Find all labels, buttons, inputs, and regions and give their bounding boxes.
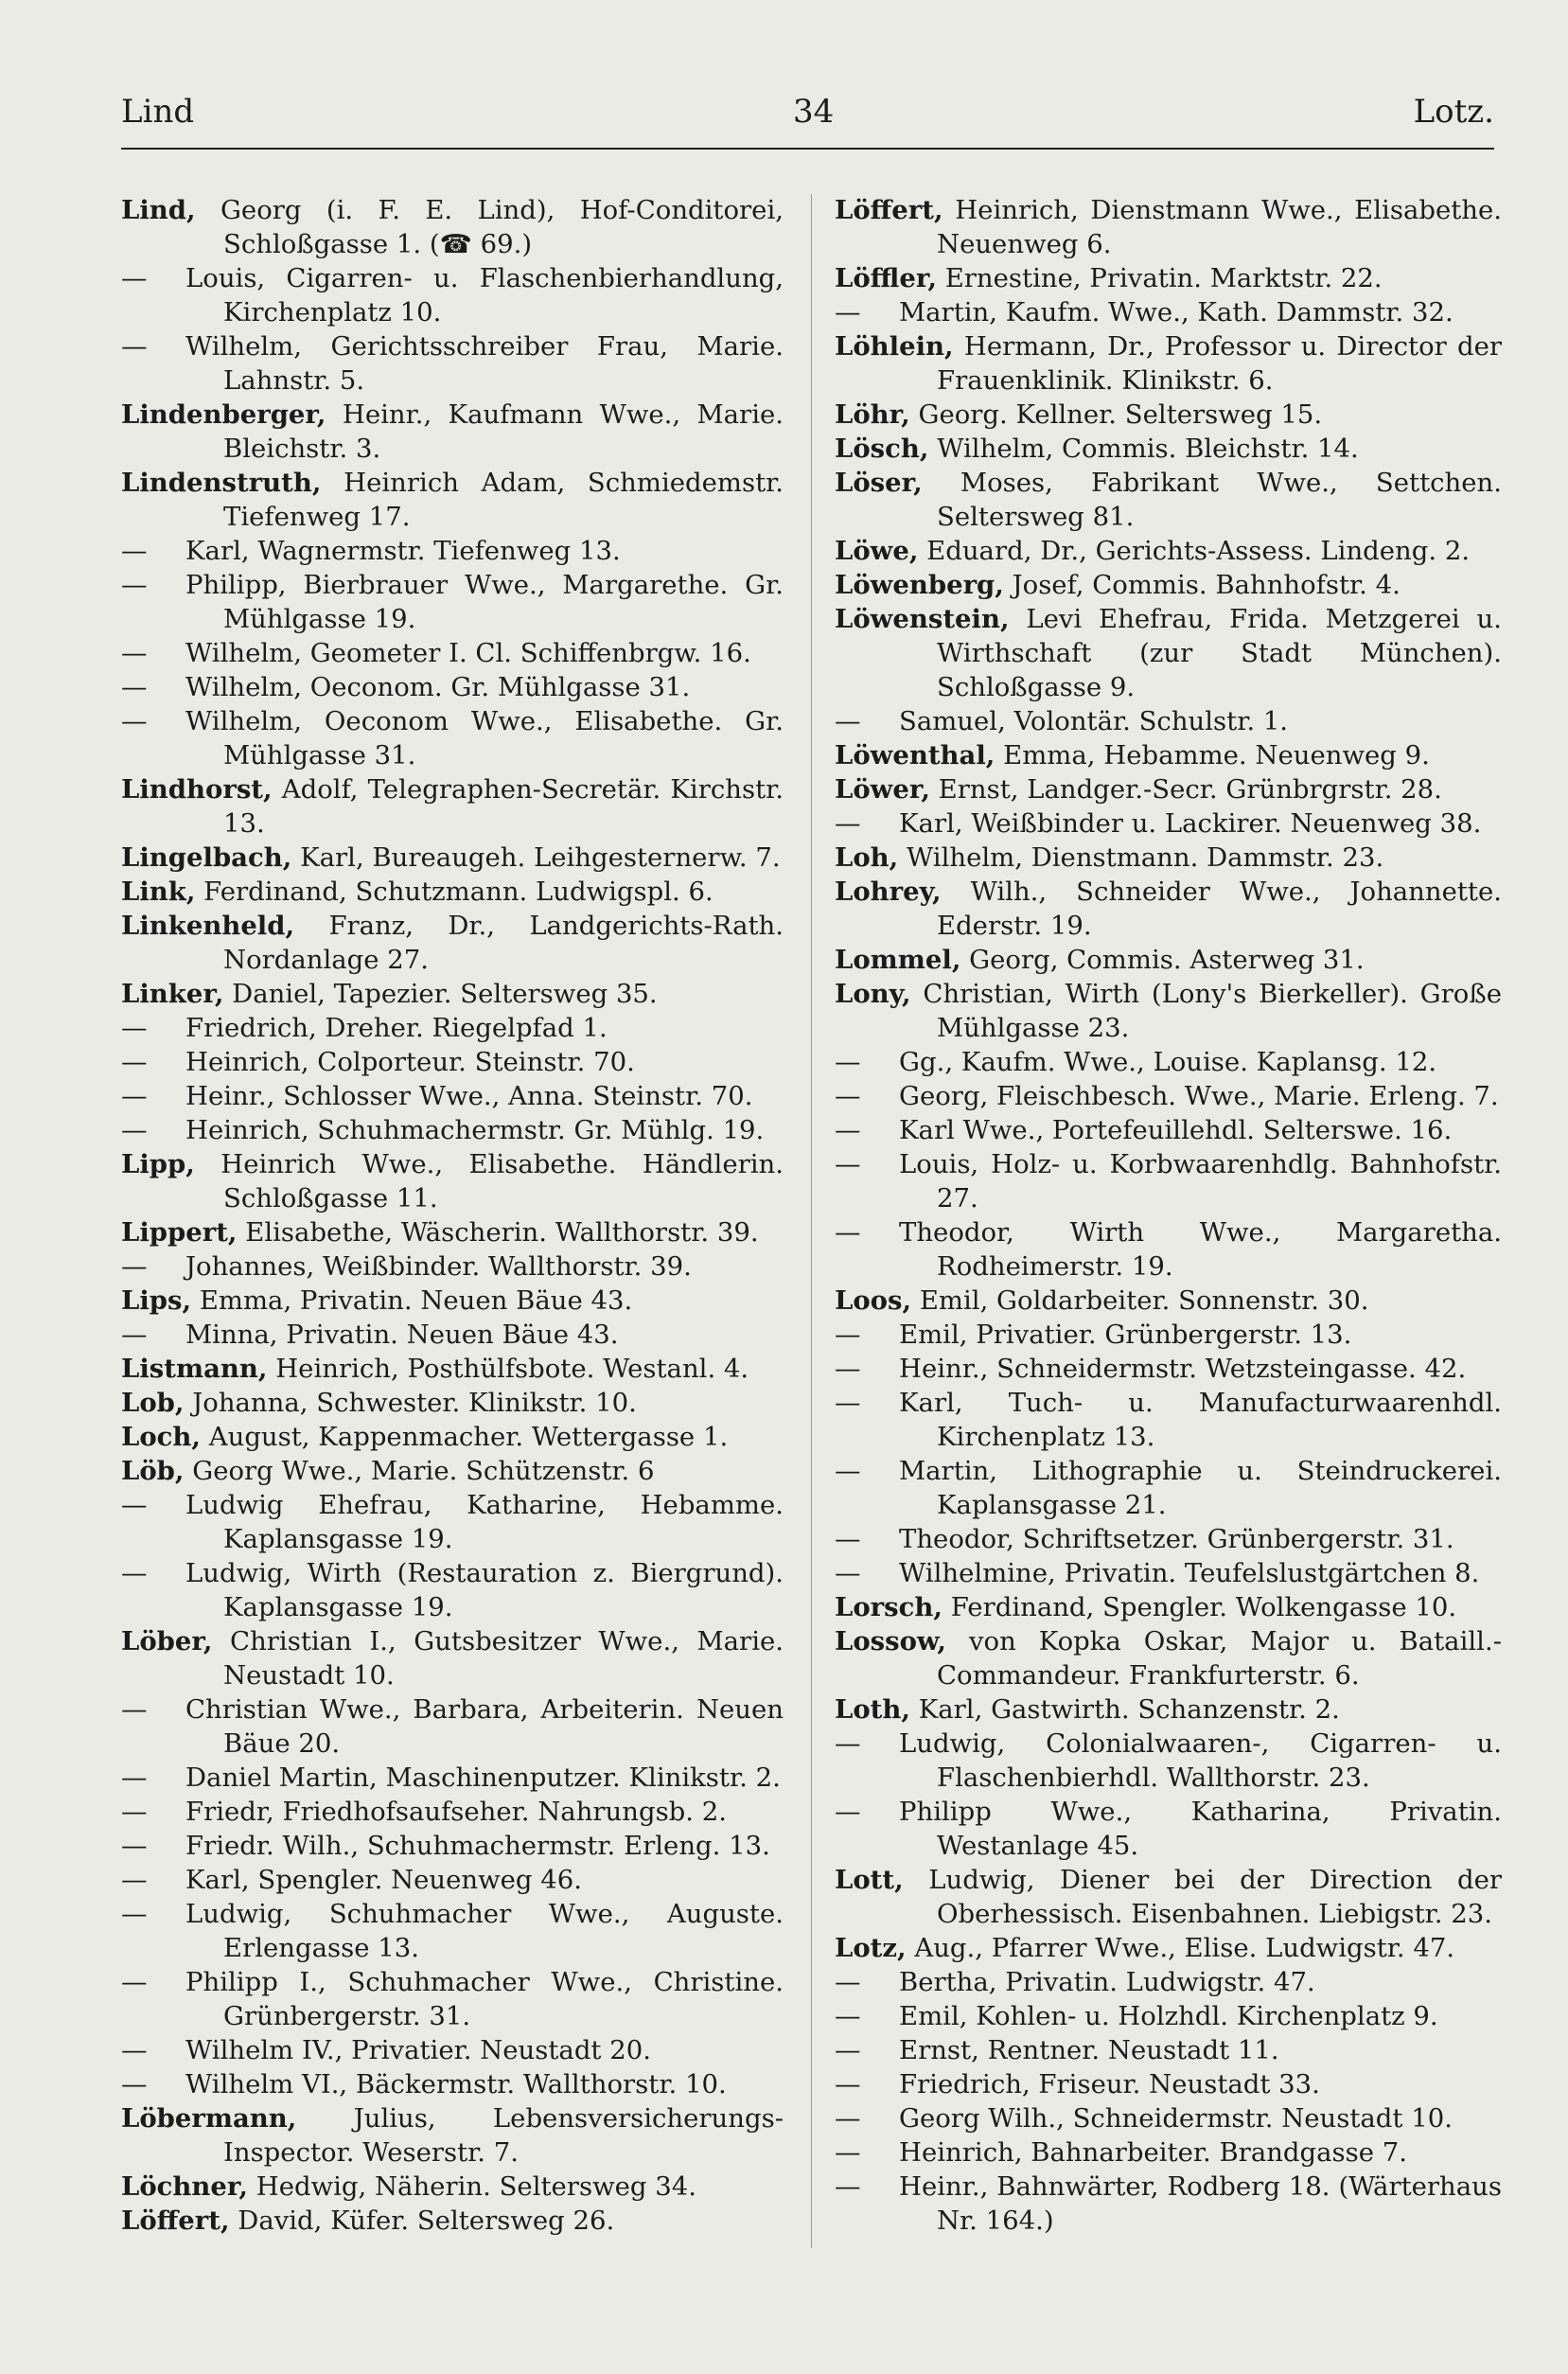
entry-details: Heinr., Schneidermstr. Wetzsteingasse. 42. (899, 1354, 1467, 1384)
entry-details: August, Kappenmacher. Wettergasse 1. (208, 1422, 729, 1452)
entry-surname: Löffert, (121, 2206, 230, 2236)
directory-entry (835, 295, 1502, 329)
directory-entry (835, 1454, 1502, 1522)
directory-entry (121, 1897, 784, 1965)
directory-entry (121, 1863, 784, 1897)
entry-surname: Loh, (835, 842, 899, 873)
directory-entry (121, 1079, 784, 1113)
directory-entry (835, 2067, 1502, 2101)
ditto-dash: — (835, 2103, 861, 2134)
directory-entry (835, 1795, 1502, 1863)
ditto-dash: — (121, 1694, 148, 1725)
ditto-dash: — (121, 706, 148, 736)
ditto-dash: — (835, 2069, 861, 2099)
ditto-dash: — (121, 1115, 148, 1145)
entry-surname: Löchner, (121, 2171, 248, 2202)
entry-details: Ludwig, Schuhmacher Wwe., Auguste. Erlengasse 13. (185, 1899, 784, 1963)
entry-details: Gg., Kaufm. Wwe., Louise. Kaplansg. 12. (899, 1047, 1437, 1077)
entry-details: Heinrich, Dienstmann Wwe., Elisabethe. Neuenweg 6. (937, 195, 1503, 259)
ditto-dash: — (121, 1320, 148, 1350)
directory-entry (835, 943, 1502, 977)
directory-entry (121, 1352, 784, 1386)
ditto-dash: — (835, 1115, 861, 1145)
entry-details: Theodor, Wirth Wwe., Margaretha. Rodheimerstr. 19. (899, 1217, 1502, 1282)
entry-surname: Lipp, (121, 1149, 195, 1179)
entry-surname: Löb, (121, 1456, 185, 1486)
entry-details: Ludwig, Diener bei der Direction der Oberhessisch. Eisenbahnen. Liebigstr. 23. (928, 1865, 1502, 1929)
ditto-dash: — (835, 297, 861, 328)
entry-surname: Löffler, (835, 263, 937, 293)
entry-details: Elisabethe, Wäscherin. Wallthorstr. 39. (245, 1217, 759, 1248)
ditto-dash: — (121, 263, 148, 293)
directory-entry (121, 2067, 784, 2101)
directory-entry (121, 1318, 784, 1352)
entry-details: Heinrich, Posthülfsbote. Westanl. 4. (275, 1354, 749, 1384)
ditto-dash: — (835, 2137, 861, 2168)
ditto-dash: — (835, 2001, 861, 2031)
ditto-dash: — (121, 331, 148, 362)
directory-entry (835, 398, 1502, 432)
entry-details: Heinr., Schlosser Wwe., Anna. Steinstr. 70. (185, 1081, 753, 1111)
ditto-dash: — (835, 1388, 861, 1418)
directory-entry (835, 1284, 1502, 1318)
entry-details: Ludwig Ehefrau, Katharine, Hebamme. Kaplansgasse 19. (185, 1490, 784, 1554)
entry-surname: Loos, (835, 1285, 912, 1316)
entry-details: Levi Ehefrau, Frida. Metzgerei u. Wirthschaft (zur Stadt München). Schloßgasse 9. (937, 604, 1502, 702)
directory-entry (121, 1147, 784, 1215)
directory-entry (835, 1727, 1502, 1795)
entry-surname: Lony, (835, 979, 911, 1009)
entry-details: Franz, Dr., Landgerichts-Rath. Nordanlage 27. (223, 911, 784, 975)
ditto-dash: — (835, 1524, 861, 1554)
entry-details: Ludwig, Wirth (Restauration z. Biergrund). Kaplansgasse 19. (185, 1558, 784, 1622)
directory-entry (835, 1352, 1502, 1386)
entry-details: Ludwig, Colonialwaaren-, Cigarren- u. Flaschenbierhdl. Wallthorstr. 23. (899, 1728, 1502, 1793)
entry-details: Heinrich Adam, Schmiedemstr. Tiefenweg 17. (223, 468, 784, 532)
entry-surname: Lohrey, (835, 877, 942, 907)
entry-surname: Löwe, (835, 536, 919, 566)
page-number: 34 (793, 93, 835, 131)
directory-entry (835, 534, 1502, 568)
directory-entry (835, 1931, 1502, 1965)
directory-entry (835, 1147, 1502, 1215)
left-column (121, 193, 784, 2238)
directory-entry (835, 466, 1502, 534)
entry-details: Friedrich, Friseur. Neustadt 33. (899, 2069, 1320, 2099)
entry-details: Georg, Fleischbesch. Wwe., Marie. Erleng. 7. (899, 1081, 1499, 1111)
entry-details: Ferdinand, Spengler. Wolkengasse 10. (950, 1592, 1457, 1622)
entry-details: Wilhelmine, Privatin. Teufelslustgärtchen 8. (899, 1558, 1480, 1588)
entry-details: Christian Wwe., Barbara, Arbeiterin. Neuen Bäue 20. (185, 1694, 784, 1759)
ditto-dash: — (835, 1149, 861, 1179)
entry-details: Heinr., Kaufmann Wwe., Marie. Bleichstr. 3. (223, 399, 784, 464)
directory-entry (121, 704, 784, 772)
directory-entry (835, 2170, 1502, 2238)
entry-surname: Loch, (121, 1422, 201, 1452)
ditto-dash: — (835, 808, 861, 839)
ditto-dash: — (835, 1728, 861, 1759)
ditto-dash: — (835, 1217, 861, 1248)
header-rule (121, 148, 1494, 150)
entry-details: Georg Wwe., Marie. Schützenstr. 6 (192, 1456, 655, 1486)
entry-details: Friedr, Friedhofsaufseher. Nahrungsb. 2. (185, 1797, 728, 1827)
entry-details: Christian, Wirth (Lony's Bierkeller). Große Mühlgasse 23. (923, 979, 1502, 1043)
ditto-dash: — (835, 2035, 861, 2065)
directory-entry (121, 193, 784, 261)
entry-details: Friedrich, Dreher. Riegelpfad 1. (185, 1013, 608, 1043)
directory-entry (835, 1079, 1502, 1113)
directory-entry (121, 1113, 784, 1147)
ditto-dash: — (835, 1797, 861, 1827)
directory-entry (121, 977, 784, 1011)
entry-details: Martin, Lithographie u. Steindruckerei. Kaplansgasse 21. (899, 1456, 1502, 1520)
ditto-dash: — (835, 1967, 861, 1997)
directory-entry (835, 1215, 1502, 1284)
directory-entry (835, 1045, 1502, 1079)
entry-details: Karl, Tuch- u. Manufacturwaarenhdl. Kirchenplatz 13. (899, 1388, 1502, 1452)
directory-entry (835, 602, 1502, 704)
ditto-dash: — (835, 2171, 861, 2202)
entry-details: Wilhelm, Gerichtsschreiber Frau, Marie. Lahnstr. 5. (185, 331, 784, 396)
entry-surname: Lott, (835, 1865, 904, 1895)
directory-entry (835, 738, 1502, 772)
directory-entry (835, 1999, 1502, 2033)
entry-details: Emil, Privatier. Grünbergerstr. 13. (899, 1320, 1352, 1350)
entry-surname: Link, (121, 877, 196, 907)
directory-entry (835, 841, 1502, 875)
entry-details: Wilhelm, Commis. Bleichstr. 14. (937, 434, 1359, 464)
entry-details: von Kopka Oskar, Major u. Bataill.-Commandeur. Frankfurterstr. 6. (937, 1626, 1502, 1691)
entry-surname: Listmann, (121, 1354, 268, 1384)
directory-entry (121, 1965, 784, 2033)
entry-details: Adolf, Telegraphen-Secretär. Kirchstr. 13. (223, 774, 784, 839)
entry-details: Karl, Spengler. Neuenweg 46. (185, 1865, 582, 1895)
ditto-dash: — (121, 1081, 148, 1111)
entry-details: Daniel, Tapezier. Seltersweg 35. (232, 979, 658, 1009)
entry-details: Aug., Pfarrer Wwe., Elise. Ludwigstr. 47. (914, 1933, 1455, 1963)
directory-entry (121, 1488, 784, 1556)
directory-entry (835, 2033, 1502, 2067)
directory-entry (835, 2101, 1502, 2135)
ditto-dash: — (121, 1251, 148, 1282)
directory-entry (835, 2135, 1502, 2170)
entry-details: Karl, Gastwirth. Schanzenstr. 2. (918, 1694, 1340, 1725)
directory-entry (835, 1113, 1502, 1147)
ditto-dash: — (835, 1456, 861, 1486)
directory-entry (835, 1624, 1502, 1692)
ditto-dash: — (121, 2035, 148, 2065)
directory-entry (121, 398, 784, 466)
directory-entry (121, 329, 784, 398)
directory-entry (121, 1249, 784, 1284)
entry-details: Heinrich, Bahnarbeiter. Brandgasse 7. (899, 2137, 1408, 2168)
directory-entry (835, 1863, 1502, 1931)
entry-details: Wilhelm, Oeconom Wwe., Elisabethe. Gr. Mühlgasse 31. (185, 706, 784, 771)
directory-entry (121, 1795, 784, 1829)
entry-surname: Löhr, (835, 399, 910, 430)
entry-details: Heinrich, Colporteur. Steinstr. 70. (185, 1047, 635, 1077)
entry-surname: Lindenberger, (121, 399, 326, 430)
entry-surname: Lösch, (835, 434, 929, 464)
entry-details: Theodor, Schriftsetzer. Grünbergerstr. 31. (899, 1524, 1454, 1554)
entry-details: Wilhelm, Geometer I. Cl. Schiffenbrgw. 16. (185, 638, 751, 668)
entry-details: Wilhelm VI., Bäckermstr. Wallthorstr. 10. (185, 2069, 727, 2099)
directory-entry (835, 772, 1502, 806)
ditto-dash: — (835, 706, 861, 736)
ditto-dash: — (121, 1899, 148, 1929)
ditto-dash: — (121, 1763, 148, 1793)
ditto-dash: — (121, 536, 148, 566)
directory-entry (121, 875, 784, 909)
entry-details: Karl, Wagnermstr. Tiefenweg 13. (185, 536, 621, 566)
directory-entry (835, 568, 1502, 602)
directory-entry (121, 1011, 784, 1045)
directory-entry (835, 261, 1502, 295)
directory-entry (121, 772, 784, 841)
entry-surname: Lob, (121, 1388, 185, 1418)
entry-surname: Lippert, (121, 1217, 238, 1248)
running-head-right: Lotz. (1413, 93, 1494, 131)
directory-entry (121, 1556, 784, 1624)
entry-details: Christian I., Gutsbesitzer Wwe., Marie. Neustadt 10. (223, 1626, 784, 1691)
entry-details: Philipp Wwe., Katharina, Privatin. Westanlage 45. (899, 1797, 1502, 1861)
ditto-dash: — (121, 1558, 148, 1588)
column-divider (811, 194, 812, 2248)
entry-details: Daniel Martin, Maschinenputzer. Klinikstr. 2. (185, 1763, 781, 1793)
entry-details: Heinrich Wwe., Elisabethe. Händlerin. Schloßgasse 11. (220, 1149, 784, 1214)
ditto-dash: — (121, 1013, 148, 1043)
directory-entry (835, 1692, 1502, 1727)
entry-details: Hedwig, Näherin. Selterswe​g 34. (255, 2171, 696, 2202)
entry-details: Johannes, Weißbinder. Wallthorstr. 39. (185, 1251, 692, 1282)
entry-surname: Lind, (121, 195, 196, 225)
entry-surname: Löwenberg, (835, 570, 1004, 600)
entry-surname: Lips, (121, 1285, 192, 1316)
directory-entry (121, 1284, 784, 1318)
entry-surname: Lindenstruth, (121, 468, 322, 498)
entry-details: Georg Wilh., Schneidermstr. Neustadt 10. (899, 2103, 1453, 2134)
entry-details: Wilh., Schneider Wwe., Johannette. Ederstr. 19. (937, 877, 1502, 941)
entry-surname: Lorsch, (835, 1592, 943, 1622)
directory-entry (835, 1965, 1502, 1999)
directory-entry (121, 534, 784, 568)
directory-entry (121, 2204, 784, 2238)
entry-details: Hermann, Dr., Professor u. Director der Frauenklinik. Klinikstr. 6. (937, 331, 1502, 396)
directory-entry (835, 1386, 1502, 1454)
entry-surname: Lingelbach, (121, 842, 292, 873)
directory-entry (835, 977, 1502, 1045)
entry-details: Ernestine, Privatin. Marktstr. 22. (944, 263, 1383, 293)
entry-details: Heinrich, Schuhmachermstr. Gr. Mühlg. 19. (185, 1115, 765, 1145)
directory-entry (121, 1829, 784, 1863)
right-column (835, 193, 1502, 2238)
directory-entry (121, 1045, 784, 1079)
entry-surname: Löhlein, (835, 331, 954, 362)
entry-details: Ferdinand, Schutzmann. Ludwigspl. 6. (203, 877, 714, 907)
entry-details: Georg (i. F. E. Lind), Hof-Conditorei, Schloßgasse 1. (☎ 69.) (220, 195, 784, 259)
directory-entry (121, 841, 784, 875)
directory-entry (121, 2101, 784, 2170)
directory-entry (835, 1318, 1502, 1352)
entry-surname: Linkenheld, (121, 911, 295, 941)
directory-entry (121, 2170, 784, 2204)
directory-entry (121, 1761, 784, 1795)
ditto-dash: — (835, 1081, 861, 1111)
ditto-dash: — (121, 1047, 148, 1077)
entry-details: Johanna, Schwester. Klinikstr. 10. (192, 1388, 637, 1418)
entry-details: Eduard, Dr., Gerichts-Assess. Lindeng. 2. (926, 536, 1471, 566)
entry-surname: Löwenthal, (835, 740, 995, 771)
entry-details: Emma, Hebamme. Neuenweg 9. (1003, 740, 1430, 771)
directory-entry (121, 261, 784, 329)
ditto-dash: — (121, 1865, 148, 1895)
entry-details: Wilhelm, Oeconom. Gr. Mühlgasse 31. (185, 672, 691, 702)
entry-details: Friedr. Wilh., Schuhmachermstr. Erleng. 13. (185, 1831, 770, 1861)
entry-surname: Löber, (121, 1626, 213, 1656)
entry-details: Ernst, Landger.-Secr. Grünbrgrstr. 28. (938, 774, 1442, 805)
ditto-dash: — (121, 1490, 148, 1520)
ditto-dash: — (121, 1797, 148, 1827)
directory-entry (121, 1624, 784, 1692)
entry-details: Julius, Lebensversicherungs-Inspector. Weserstr. 7. (223, 2103, 784, 2168)
entry-details: Samuel, Volontär. Schulstr. 1. (899, 706, 1289, 736)
ditto-dash: — (835, 1558, 861, 1588)
directory-entry (121, 1386, 784, 1420)
entry-details: Louis, Holz- u. Korbwaarenhdlg. Bahnhofstr. 27. (899, 1149, 1502, 1214)
directory-entry (835, 1522, 1502, 1556)
entry-details: Ernst, Rentner. Neustadt 11. (899, 2035, 1279, 2065)
entry-details: Bertha, Privatin. Ludwigstr. 47. (899, 1967, 1315, 1997)
entry-surname: Linker, (121, 979, 224, 1009)
directory-entry (121, 1692, 784, 1761)
directory-entry (835, 806, 1502, 841)
entry-surname: Löwenstein, (835, 604, 1010, 634)
ditto-dash: — (835, 1320, 861, 1350)
directory-entry (121, 670, 784, 704)
entry-details: Moses, Fabrikant Wwe., Settchen. Selterswe​g 81. (937, 468, 1502, 532)
entry-surname: Lotz, (835, 1933, 907, 1963)
entry-details: Karl, Weißbinder u. Lackirer. Neuenweg 38. (899, 808, 1482, 839)
entry-details: Martin, Kaufm. Wwe., Kath. Dammstr. 32. (899, 297, 1453, 328)
entry-details: Wilhelm, Dienstmann. Dammstr. 23. (907, 842, 1384, 873)
directory-entry (835, 875, 1502, 943)
directory-entry (835, 1590, 1502, 1624)
entry-surname: Lossow, (835, 1626, 946, 1656)
directory-entry (121, 568, 784, 636)
directory-entry (121, 2033, 784, 2067)
directory-entry (835, 329, 1502, 398)
entry-details: Emil, Kohlen- u. Holzhdl. Kirchenplatz 9. (899, 2001, 1438, 2031)
directory-entry (835, 193, 1502, 261)
entry-details: Philipp, Bierbrauer Wwe., Margarethe. Gr. Mühlgasse 19. (185, 570, 784, 634)
entry-surname: Löwer, (835, 774, 930, 805)
ditto-dash: — (121, 672, 148, 702)
ditto-dash: — (121, 1831, 148, 1861)
entry-details: Emma, Privatin. Neuen Bäue 43. (199, 1285, 633, 1316)
entry-details: Louis, Cigarren- u. Flaschenbierhandlung, Kirchenplatz 10. (185, 263, 784, 328)
directory-entry (121, 466, 784, 534)
entry-details: Karl, Bureaugeh. Leihgesternerw. 7. (300, 842, 781, 873)
entry-surname: Lindhorst, (121, 774, 273, 805)
directory-entry (121, 1420, 784, 1454)
directory-entry (121, 1215, 784, 1249)
ditto-dash: — (835, 1047, 861, 1077)
directory-entry (835, 1556, 1502, 1590)
entry-details: Minna, Privatin. Neuen Bäue 43. (185, 1320, 619, 1350)
entry-details: Karl Wwe., Portefeuillehdl. Selterswe. 16. (899, 1115, 1453, 1145)
entry-surname: Löbermann, (121, 2103, 297, 2134)
ditto-dash: — (121, 2069, 148, 2099)
entry-surname: Lommel, (835, 945, 961, 975)
entry-surname: Löser, (835, 468, 923, 498)
ditto-dash: — (121, 570, 148, 600)
ditto-dash: — (121, 638, 148, 668)
entry-surname: Loth, (835, 1694, 910, 1725)
entry-details: Emil, Goldarbeiter. Sonnenstr. 30. (919, 1285, 1369, 1316)
entry-details: Philipp I., Schuhmacher Wwe., Christine. Grünbergerstr. 31. (185, 1967, 784, 2031)
directory-entry (121, 636, 784, 670)
ditto-dash: — (121, 1967, 148, 1997)
entry-details: David, Küfer. Selterswe​g 26. (238, 2206, 615, 2236)
directory-entry (835, 704, 1502, 738)
ditto-dash: — (835, 1354, 861, 1384)
entry-details: Josef, Commis. Bahnhofstr. 4. (1012, 570, 1401, 600)
entry-details: Georg. Kellner. Selterswe​g 15. (918, 399, 1323, 430)
running-head-left: Lind (121, 93, 195, 131)
entry-details: Georg, Commis. Asterweg 31. (969, 945, 1365, 975)
entry-details: Heinr., Bahnwärter, Rodberg 18. (Wärterhaus Nr. 164.) (899, 2171, 1502, 2236)
entry-surname: Löffert, (835, 195, 943, 225)
entry-details: Wilhelm IV., Privatier. Neustadt 20. (185, 2035, 651, 2065)
directory-entry (121, 909, 784, 977)
directory-entry (121, 1454, 784, 1488)
directory-entry (835, 432, 1502, 466)
